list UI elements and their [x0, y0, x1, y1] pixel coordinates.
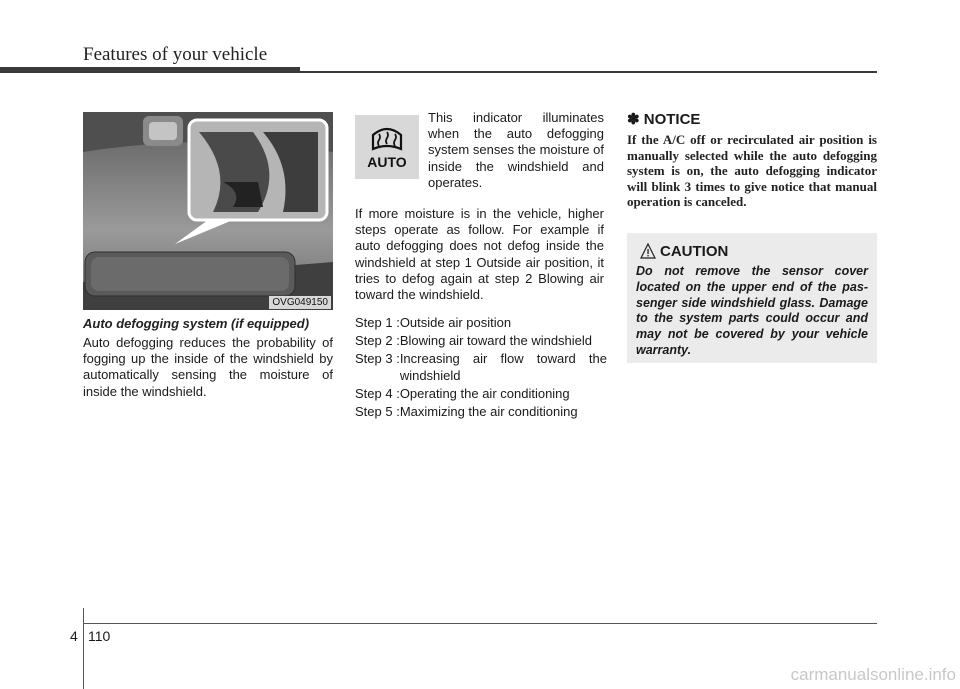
step-label: Step 3 : [355, 351, 400, 367]
step-item [355, 351, 607, 383]
page-header-title: Features of your vehicle [83, 44, 268, 65]
step-item [355, 333, 607, 349]
step-item [355, 386, 607, 402]
step-text: Operating the air conditioning [399, 385, 570, 401]
moisture-paragraph: If more moisture is in the vehicle, higher steps operate as follow. For example if auto defogging does not defog inside the windshield at step 1 Outside air position, it tries to defog again at step 2 Blowing air toward the windshield. [355, 206, 604, 303]
caution-heading: CAUTION [660, 243, 729, 260]
sensor-illustration [83, 112, 333, 310]
page-number: 110 [88, 628, 111, 644]
indicator-description: This indicator illuminates when the auto defogging system senses the moisture of inside the windshield and operates. [428, 110, 604, 190]
step-list [355, 315, 607, 420]
step-label: Step 5 : [355, 404, 400, 420]
step-item [355, 404, 607, 420]
step-label: Step 2 : [355, 333, 400, 349]
caution-body: Do not remove the sensor cover located on the upper end of the passenger side windshield glass. Damage to the system parts could occur and may not be covered by your vehicle warranty. [636, 264, 868, 357]
header-bar [0, 67, 300, 73]
step-label: Step 1 : [355, 315, 400, 330]
notice-body: If the A/C off or recirculated air position is manually selected while the auto defogging system is on, the auto defogging indicator will blink 3 times to give notice that manual operation is canceled. [627, 132, 877, 209]
step-text: Blowing air toward the windshield [399, 333, 593, 349]
warning-triangle-icon [640, 243, 656, 259]
sensor-photo [83, 112, 333, 310]
figure-code: OVG049150 [269, 296, 331, 309]
step-text: Maximizing the air conditioning [399, 404, 578, 420]
step-text: Increasing air flow toward the windshield [399, 351, 607, 383]
footer-rule [83, 623, 877, 624]
auto-defog-indicator-icon [355, 115, 419, 179]
watermark: carmanualsonline.info [790, 665, 956, 684]
step-label: Step 4 : [355, 385, 400, 401]
chapter-number: 4 [70, 628, 78, 644]
step-item [355, 315, 607, 331]
section-caption: Auto defogging system (if equipped) [83, 316, 310, 331]
footer-divider [83, 608, 84, 689]
indicator-label: AUTO [367, 154, 407, 170]
step-text: Outside air position [399, 315, 512, 330]
header-rule [300, 71, 877, 73]
notice-heading: ✽ NOTICE [627, 111, 701, 128]
intro-paragraph: Auto defogging reduces the probability of fogging up the inside of the windshield by automatically sensing the moisture of inside the windshield. [83, 335, 333, 399]
